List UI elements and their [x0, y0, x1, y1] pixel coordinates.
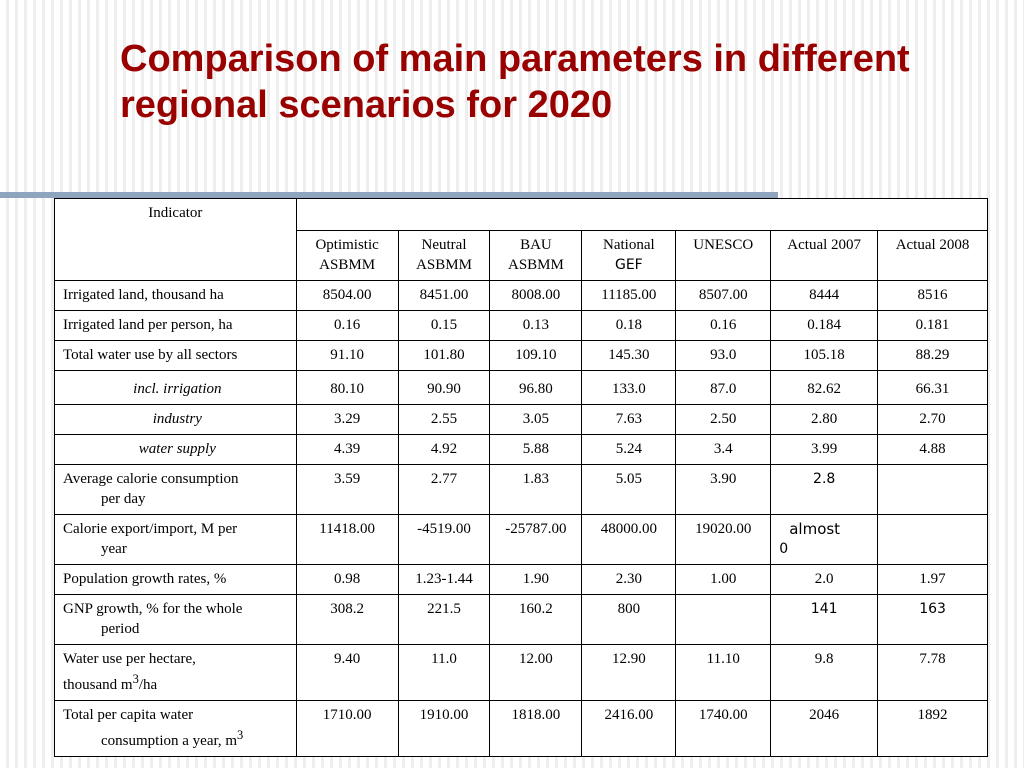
slide-title: Comparison of main parameters in different regional scenarios for 2020 [120, 38, 910, 126]
table-cell: 9.8 [771, 645, 878, 701]
table-cell: 0.18 [582, 311, 676, 341]
header-empty-cell [296, 199, 987, 231]
table-cell: 1.00 [676, 565, 771, 595]
table-cell: 2046 [771, 701, 878, 757]
table-cell: 1892 [878, 701, 988, 757]
column-header: National GEF [582, 231, 676, 281]
table-cell: 145.30 [582, 341, 676, 371]
table-cell [878, 515, 988, 565]
table-row [55, 281, 988, 311]
column-header: UNESCO [676, 231, 771, 281]
table-cell: -4519.00 [398, 515, 490, 565]
table-cell: 19020.00 [676, 515, 771, 565]
table-cell: 2.77 [398, 465, 490, 515]
table-cell: 109.10 [490, 341, 582, 371]
table-cell: 87.0 [676, 371, 771, 405]
row-label: water supply [55, 435, 297, 465]
column-header: Neutral ASBMM [398, 231, 490, 281]
table-row [55, 405, 988, 435]
table-cell: 90.90 [398, 371, 490, 405]
table-cell: 3.90 [676, 465, 771, 515]
row-label: Irrigated land, thousand ha [55, 281, 297, 311]
table-cell: 2.50 [676, 405, 771, 435]
table-cell: 308.2 [296, 595, 398, 645]
table-cell: almost 0 [771, 515, 878, 565]
table-cell: 91.10 [296, 341, 398, 371]
table-cell: 160.2 [490, 595, 582, 645]
table-row [55, 465, 988, 515]
table-cell: 4.92 [398, 435, 490, 465]
row-label: Water use per hectare, thousand $m^3/ha$ [55, 645, 297, 701]
table-row [55, 341, 988, 371]
row-label: Total water use by all sectors [55, 341, 297, 371]
table-cell: 1910.00 [398, 701, 490, 757]
table-cell: 0.16 [296, 311, 398, 341]
table-cell: 66.31 [878, 371, 988, 405]
table-row [55, 515, 988, 565]
table-cell: 0.98 [296, 565, 398, 595]
table-cell: 800 [582, 595, 676, 645]
table-cell: 141 [771, 595, 878, 645]
table-cell: 3.05 [490, 405, 582, 435]
table-cell: 96.80 [490, 371, 582, 405]
table-cell: 105.18 [771, 341, 878, 371]
table-cell: 11.10 [676, 645, 771, 701]
table-cell: 1710.00 [296, 701, 398, 757]
table-cell: 0.184 [771, 311, 878, 341]
row-label: industry [55, 405, 297, 435]
table-cell: 0.16 [676, 311, 771, 341]
column-header: Optimistic ASBMM [296, 231, 398, 281]
table-cell: 0.181 [878, 311, 988, 341]
table-cell [878, 465, 988, 515]
table-cell: 1740.00 [676, 701, 771, 757]
table-cell: 2.55 [398, 405, 490, 435]
table-cell: 11418.00 [296, 515, 398, 565]
table-cell: 5.24 [582, 435, 676, 465]
table-cell: 8507.00 [676, 281, 771, 311]
table-cell: 93.0 [676, 341, 771, 371]
table-cell: 2416.00 [582, 701, 676, 757]
table-cell: 8516 [878, 281, 988, 311]
table-cell: 48000.00 [582, 515, 676, 565]
table-cell: 12.00 [490, 645, 582, 701]
table-cell: 9.40 [296, 645, 398, 701]
comparison-table [54, 198, 988, 757]
table-cell: 88.29 [878, 341, 988, 371]
table-cell: 2.8 [771, 465, 878, 515]
table-cell: 2.0 [771, 565, 878, 595]
table-cell: 11.0 [398, 645, 490, 701]
row-label: GNP growth, % for the whole period [55, 595, 297, 645]
indicator-header: Indicator [55, 199, 297, 281]
table-cell: 7.63 [582, 405, 676, 435]
table-cell: 1.90 [490, 565, 582, 595]
table-cell: 2.80 [771, 405, 878, 435]
table-row [55, 565, 988, 595]
table-cell: 8008.00 [490, 281, 582, 311]
table-cell: 8451.00 [398, 281, 490, 311]
table-cell: 1.23-1.44 [398, 565, 490, 595]
table-cell: 133.0 [582, 371, 676, 405]
table-row [55, 701, 988, 757]
table-cell: 0.13 [490, 311, 582, 341]
table-cell: 8504.00 [296, 281, 398, 311]
table-cell: 1.97 [878, 565, 988, 595]
table-row [55, 371, 988, 405]
row-label: Population growth rates, % [55, 565, 297, 595]
table-cell: 163 [878, 595, 988, 645]
table-cell: 3.59 [296, 465, 398, 515]
table-row [55, 645, 988, 701]
table-cell: 3.99 [771, 435, 878, 465]
table-cell: 2.70 [878, 405, 988, 435]
column-header: BAU ASBMM [490, 231, 582, 281]
table-cell: 11185.00 [582, 281, 676, 311]
column-header: Actual 2008 [878, 231, 988, 281]
table-cell: 7.78 [878, 645, 988, 701]
table-cell: 80.10 [296, 371, 398, 405]
table-cell: 4.39 [296, 435, 398, 465]
table-row [55, 595, 988, 645]
table-cell: 1818.00 [490, 701, 582, 757]
table-cell: 4.88 [878, 435, 988, 465]
table-cell: 3.29 [296, 405, 398, 435]
table-row [55, 311, 988, 341]
table-cell: 221.5 [398, 595, 490, 645]
table-cell: -25787.00 [490, 515, 582, 565]
table-cell: 2.30 [582, 565, 676, 595]
table-cell: 82.62 [771, 371, 878, 405]
header-row-top [55, 199, 988, 231]
table-cell: 0.15 [398, 311, 490, 341]
table-cell: 3.4 [676, 435, 771, 465]
table-cell: 5.88 [490, 435, 582, 465]
row-label: incl. irrigation [55, 371, 297, 405]
table-row [55, 435, 988, 465]
row-label: Irrigated land per person, ha [55, 311, 297, 341]
table-cell [676, 595, 771, 645]
row-label: Total per capita water consumption a year, $m^3$ [55, 701, 297, 757]
table-cell: 101.80 [398, 341, 490, 371]
table-cell: 12.90 [582, 645, 676, 701]
table-cell: 1.83 [490, 465, 582, 515]
row-label: Calorie export/import, M per year [55, 515, 297, 565]
table-cell: 8444 [771, 281, 878, 311]
column-header: Actual 2007 [771, 231, 878, 281]
table-cell: 5.05 [582, 465, 676, 515]
row-label: Average calorie consumption per day [55, 465, 297, 515]
